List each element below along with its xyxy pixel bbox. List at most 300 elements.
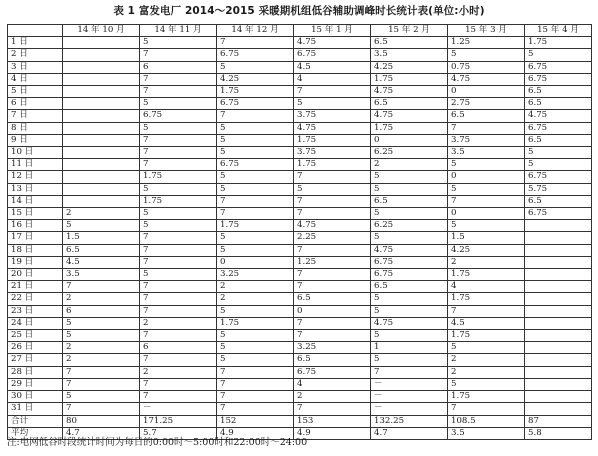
table-cell: 5 [217, 134, 294, 146]
table-cell [63, 110, 140, 122]
table-cell: 6.25 [371, 220, 448, 232]
table-cell [525, 244, 592, 256]
table-cell [63, 171, 140, 183]
table-cell [525, 378, 592, 390]
table-cell: 7 [140, 305, 217, 317]
table-cell: 108.5 [448, 415, 525, 427]
table-row [8, 354, 592, 366]
table-cell: 7 [217, 110, 294, 122]
table-cell [525, 317, 592, 329]
table-cell: 7 [294, 330, 371, 342]
table-cell: 7 [140, 86, 217, 98]
table-cell: 5 [448, 183, 525, 195]
table-cell [525, 342, 592, 354]
table-cell: 6.5 [525, 86, 592, 98]
table-body [8, 37, 592, 440]
table-cell: 4.75 [371, 86, 448, 98]
table-cell: 6.5 [294, 293, 371, 305]
table-row [8, 232, 592, 244]
table-cell: 4.75 [294, 37, 371, 49]
table-cell: 1.75 [448, 391, 525, 403]
table-cell: 5 [294, 183, 371, 195]
table-row [8, 208, 592, 220]
table-cell: 7 [63, 366, 140, 378]
table-cell: 4 [448, 281, 525, 293]
table-cell: 6.75 [525, 208, 592, 220]
row-label: 3 日 [8, 61, 63, 73]
table-cell: 5 [217, 183, 294, 195]
table-cell: 5 [448, 220, 525, 232]
table-row [8, 317, 592, 329]
table-cell: 5 [217, 244, 294, 256]
table-cell: 0 [448, 86, 525, 98]
table-cell: 2.75 [448, 98, 525, 110]
table-cell [525, 354, 592, 366]
table-cell: 4.5 [63, 256, 140, 268]
table-cell: 5 [371, 293, 448, 305]
table-cell: 1.75 [525, 37, 592, 49]
table-cell: 7 [140, 232, 217, 244]
statistics-table [7, 24, 592, 440]
table-row [8, 147, 592, 159]
table-cell: 0 [371, 134, 448, 146]
table-cell: 6.75 [371, 256, 448, 268]
table-row [8, 305, 592, 317]
table-cell: 7 [140, 378, 217, 390]
row-label: 15 日 [8, 208, 63, 220]
table-cell: 7 [140, 354, 217, 366]
table-cell: 7 [448, 122, 525, 134]
table-cell: － [371, 378, 448, 390]
table-cell: 5.75 [525, 183, 592, 195]
table-row [8, 293, 592, 305]
table-cell [63, 37, 140, 49]
row-label: 11 日 [8, 159, 63, 171]
row-label: 4 日 [8, 73, 63, 85]
table-row [8, 122, 592, 134]
table-cell: 1.75 [217, 220, 294, 232]
table-row [8, 98, 592, 110]
table-cell: 7 [140, 293, 217, 305]
table-cell: 2 [448, 354, 525, 366]
table-row [8, 134, 592, 146]
table-cell: 5 [448, 342, 525, 354]
table-cell: － [371, 391, 448, 403]
table-cell [63, 73, 140, 85]
table-cell: 6 [140, 342, 217, 354]
table-cell: 5 [140, 183, 217, 195]
table-cell: 7 [217, 403, 294, 415]
row-label: 31 日 [8, 403, 63, 415]
table-cell: 6 [63, 305, 140, 317]
table-cell: 1.75 [140, 171, 217, 183]
table-cell: 87 [525, 415, 592, 427]
table-cell: 4.75 [294, 122, 371, 134]
table-cell: 7 [140, 330, 217, 342]
table-cell: 5 [140, 37, 217, 49]
table-cell [63, 86, 140, 98]
table-cell [63, 159, 140, 171]
table-cell: 5 [217, 147, 294, 159]
table-cell: 3.25 [294, 342, 371, 354]
row-label: 合计 [8, 415, 63, 427]
table-cell: 1.75 [448, 293, 525, 305]
table-cell: 5 [217, 330, 294, 342]
row-label: 13 日 [8, 183, 63, 195]
table-cell: 1.75 [371, 73, 448, 85]
header-cell-month: 15 年 1 月 [294, 25, 371, 37]
table-cell: 5 [448, 378, 525, 390]
table-cell: 5 [140, 220, 217, 232]
table-cell: 0 [294, 305, 371, 317]
table-cell: 5 [525, 159, 592, 171]
table-cell: 5 [63, 317, 140, 329]
header-cell-corner [8, 25, 63, 37]
table-cell: 7 [63, 378, 140, 390]
table-cell: 6.75 [217, 159, 294, 171]
table-cell [525, 281, 592, 293]
table-cell: 1.75 [448, 269, 525, 281]
row-label: 5 日 [8, 86, 63, 98]
table-cell: 5 [371, 208, 448, 220]
table-cell: 132.25 [371, 415, 448, 427]
row-label: 2 日 [8, 49, 63, 61]
table-cell: 2 [448, 366, 525, 378]
table-cell: 6.5 [63, 244, 140, 256]
table-cell [63, 98, 140, 110]
table-cell: 7 [448, 195, 525, 207]
row-label: 平均 [8, 427, 63, 439]
table-cell: 1.25 [294, 256, 371, 268]
table-row [8, 220, 592, 232]
row-label: 24 日 [8, 317, 63, 329]
table-cell: 5 [371, 305, 448, 317]
table-cell: 4.5 [448, 317, 525, 329]
table-cell: 5 [217, 305, 294, 317]
table-cell: 7 [294, 269, 371, 281]
table-cell: 7 [294, 208, 371, 220]
table-cell: 6 [140, 61, 217, 73]
table-cell: 5 [448, 49, 525, 61]
row-label: 1 日 [8, 37, 63, 49]
table-cell: 2 [140, 317, 217, 329]
row-label: 30 日 [8, 391, 63, 403]
row-label: 22 日 [8, 293, 63, 305]
table-cell: 5 [217, 171, 294, 183]
table-cell [63, 61, 140, 73]
table-cell: 4.75 [448, 73, 525, 85]
table-cell [525, 269, 592, 281]
table-cell: 2 [371, 159, 448, 171]
row-label: 25 日 [8, 330, 63, 342]
row-label: 12 日 [8, 171, 63, 183]
table-cell: 7 [448, 305, 525, 317]
table-cell: 4.9 [217, 427, 294, 439]
table-row [8, 269, 592, 281]
table-cell: 7 [63, 403, 140, 415]
row-label: 23 日 [8, 305, 63, 317]
header-cell-month: 14 年 11 月 [140, 25, 217, 37]
table-cell: 4 [294, 73, 371, 85]
header-cell-month: 15 年 3 月 [448, 25, 525, 37]
table-cell: 4.7 [371, 427, 448, 439]
table-cell: 4.75 [525, 110, 592, 122]
table-cell: 7 [140, 391, 217, 403]
table-cell: 6.75 [140, 110, 217, 122]
table-cell: 7 [140, 244, 217, 256]
table-cell: 7 [217, 37, 294, 49]
row-label: 6 日 [8, 98, 63, 110]
table-cell [525, 330, 592, 342]
header-cell-month: 15 年 2 月 [371, 25, 448, 37]
table-cell: 6.5 [525, 134, 592, 146]
table-cell: 4.7 [63, 427, 140, 439]
table-row [8, 183, 592, 195]
table-cell [525, 220, 592, 232]
table-cell: 5.7 [140, 427, 217, 439]
row-label: 17 日 [8, 232, 63, 244]
table-cell: 7 [448, 403, 525, 415]
table-cell: 4 [294, 378, 371, 390]
table-cell: 7 [294, 86, 371, 98]
table-cell [525, 305, 592, 317]
table-cell: 6.75 [525, 61, 592, 73]
table-cell: 5 [371, 354, 448, 366]
table-cell: 6.75 [525, 73, 592, 85]
table-cell: 1.25 [448, 37, 525, 49]
header-row [8, 25, 592, 37]
table-cell: 5 [217, 122, 294, 134]
row-label: 14 日 [8, 195, 63, 207]
header-cell-month: 14 年 10 月 [63, 25, 140, 37]
table-cell [63, 49, 140, 61]
table-row [8, 378, 592, 390]
table-cell [63, 183, 140, 195]
table-cell: 4.75 [371, 244, 448, 256]
row-label: 8 日 [8, 122, 63, 134]
table-cell: 5 [63, 391, 140, 403]
table-cell: 4.75 [371, 110, 448, 122]
table-cell: 6.75 [525, 122, 592, 134]
row-label: 26 日 [8, 342, 63, 354]
table-cell: 1.5 [448, 232, 525, 244]
table-cell: 7 [294, 403, 371, 415]
table-cell: 2 [140, 366, 217, 378]
table-cell: 7 [63, 281, 140, 293]
table-cell: 5 [294, 98, 371, 110]
table-cell: 0 [217, 256, 294, 268]
table-cell: 5 [63, 330, 140, 342]
table-cell: 2 [217, 293, 294, 305]
table-row [8, 256, 592, 268]
table-cell: 7 [140, 147, 217, 159]
table-cell: 5 [371, 183, 448, 195]
table-cell: 7 [217, 208, 294, 220]
table-cell: 5 [217, 61, 294, 73]
table-cell: 6.5 [525, 98, 592, 110]
table-row [8, 86, 592, 98]
table-cell: 1.75 [140, 195, 217, 207]
table-cell: 4.25 [217, 73, 294, 85]
table-cell: 2 [217, 281, 294, 293]
table-cell: 2 [63, 342, 140, 354]
table-cell: 5 [371, 171, 448, 183]
table-cell: 7 [140, 281, 217, 293]
table-cell: 1.75 [217, 317, 294, 329]
table-cell: 3.75 [294, 110, 371, 122]
header-cell-month: 14 年 12 月 [217, 25, 294, 37]
header-cell-month: 15 年 4 月 [525, 25, 592, 37]
table-cell [63, 147, 140, 159]
table-cell: 4.25 [448, 244, 525, 256]
table-cell: 7 [140, 134, 217, 146]
table-cell: 153 [294, 415, 371, 427]
table-row [8, 391, 592, 403]
table-cell: 2 [294, 391, 371, 403]
table-cell: 5 [140, 208, 217, 220]
table-row [8, 403, 592, 415]
row-label: 7 日 [8, 110, 63, 122]
table-cell: 7 [294, 195, 371, 207]
table-cell: 3.5 [63, 269, 140, 281]
table-cell: 3.5 [448, 427, 525, 439]
table-cell: 0.75 [448, 61, 525, 73]
table-cell [63, 134, 140, 146]
row-label: 19 日 [8, 256, 63, 268]
table-cell: 6.5 [371, 195, 448, 207]
row-label: 16 日 [8, 220, 63, 232]
table-cell: 6.75 [294, 49, 371, 61]
table-row [8, 171, 592, 183]
table-row [8, 195, 592, 207]
table-cell: 3.75 [448, 134, 525, 146]
table-cell: 5 [217, 342, 294, 354]
table-cell: 7 [294, 281, 371, 293]
table-cell: 2.25 [294, 232, 371, 244]
table-cell: 5 [371, 232, 448, 244]
table-cell [525, 391, 592, 403]
table-cell: 0 [448, 208, 525, 220]
table-cell: 5 [140, 122, 217, 134]
table-cell: 5.8 [525, 427, 592, 439]
table-cell: 1.75 [448, 330, 525, 342]
table-cell [525, 293, 592, 305]
row-label: 21 日 [8, 281, 63, 293]
table-cell: 4.9 [294, 427, 371, 439]
table-row [8, 330, 592, 342]
table-cell: 3.5 [448, 147, 525, 159]
table-row [8, 281, 592, 293]
table-row [8, 73, 592, 85]
table-row [8, 415, 592, 427]
table-cell: 6.75 [217, 49, 294, 61]
table-cell: － [140, 403, 217, 415]
table-cell: 2 [63, 354, 140, 366]
table-cell: 152 [217, 415, 294, 427]
table-cell: 3.75 [294, 147, 371, 159]
table-cell: 4.25 [371, 61, 448, 73]
table-cell: 5 [217, 232, 294, 244]
table-cell: 7 [294, 171, 371, 183]
table-cell: 6.25 [371, 147, 448, 159]
table-cell: 6.75 [371, 269, 448, 281]
table-cell: 5 [371, 330, 448, 342]
table-cell: 4.75 [371, 317, 448, 329]
row-label: 9 日 [8, 134, 63, 146]
table-cell: 0 [448, 171, 525, 183]
table-row [8, 342, 592, 354]
table-cell: 1.75 [294, 159, 371, 171]
table-cell: 6.75 [294, 366, 371, 378]
table-cell: 6.5 [371, 98, 448, 110]
table-row [8, 159, 592, 171]
table-cell: 6.5 [371, 281, 448, 293]
row-label: 20 日 [8, 269, 63, 281]
table-cell: 7 [294, 317, 371, 329]
table-cell: 5 [525, 147, 592, 159]
table-cell: 6.5 [448, 110, 525, 122]
table-cell [63, 122, 140, 134]
table-cell [525, 256, 592, 268]
table-cell: 7 [217, 391, 294, 403]
table-cell: 5 [140, 98, 217, 110]
table-row [8, 61, 592, 73]
table-cell: 3.25 [217, 269, 294, 281]
table-cell: 7 [217, 195, 294, 207]
table-cell: 7 [217, 366, 294, 378]
table-row [8, 244, 592, 256]
table-cell: 5 [63, 220, 140, 232]
table-cell: 6.5 [294, 354, 371, 366]
table-cell: － [371, 403, 448, 415]
row-label: 29 日 [8, 378, 63, 390]
table-cell: 5 [525, 49, 592, 61]
table-cell: 6.75 [217, 98, 294, 110]
row-label: 10 日 [8, 147, 63, 159]
table-cell: 171.25 [140, 415, 217, 427]
table-title: 表 1 富发电厂 2014～2015 采暖期机组低谷辅助调峰时长统计表(单位:小时) [113, 5, 485, 17]
table-cell: 7 [294, 244, 371, 256]
table-cell: 7 [140, 73, 217, 85]
row-label: 27 日 [8, 354, 63, 366]
table-cell: 7 [217, 378, 294, 390]
table-cell: 7 [371, 366, 448, 378]
table-cell: 5 [217, 354, 294, 366]
table-note: 注:电网低谷时段统计时间为每日的0:00时～5:00时和22:00时～24:00 [7, 437, 308, 448]
table-cell: 2 [63, 208, 140, 220]
table-cell: 6.5 [525, 195, 592, 207]
table-cell: 2 [63, 293, 140, 305]
table-cell: 80 [63, 415, 140, 427]
table-cell: 7 [140, 256, 217, 268]
table-row [8, 110, 592, 122]
table-cell [525, 366, 592, 378]
table-cell: 7 [140, 49, 217, 61]
table-cell: 5 [140, 269, 217, 281]
table-row [8, 49, 592, 61]
table-cell: 2 [448, 256, 525, 268]
table-cell: 4.5 [294, 61, 371, 73]
table-cell [525, 232, 592, 244]
table-cell: 1.75 [217, 86, 294, 98]
row-label: 28 日 [8, 366, 63, 378]
table-cell [525, 403, 592, 415]
row-label: 18 日 [8, 244, 63, 256]
table-cell: 4.75 [294, 220, 371, 232]
table-cell [63, 195, 140, 207]
table-row [8, 366, 592, 378]
table-cell: 1.75 [371, 122, 448, 134]
